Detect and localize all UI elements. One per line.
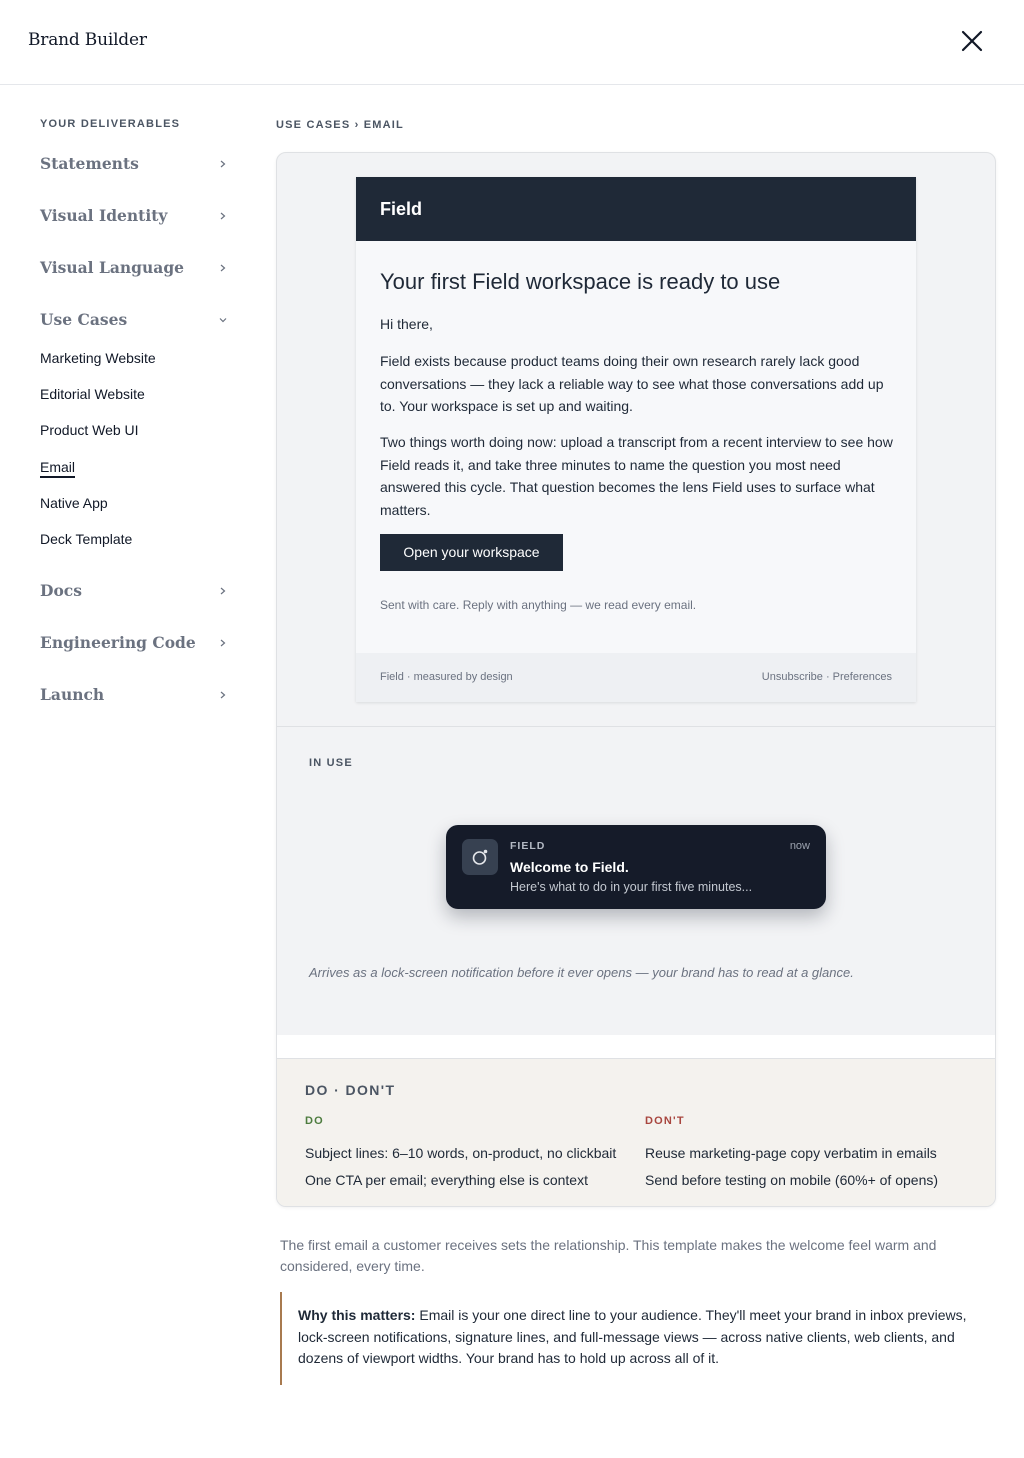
sidebar [40, 118, 240, 704]
lock-screen-notification[interactable] [446, 825, 826, 909]
do-dont-panel [277, 1059, 996, 1207]
close-icon [956, 26, 988, 58]
notification-body: Here's what to do in your first five minutes... [510, 880, 753, 894]
sidebar-heading: YOUR DELIVERABLES [40, 118, 181, 130]
sidebar-item-editorial-website[interactable]: Editorial Website [40, 386, 145, 402]
chevron-right-icon [216, 584, 230, 598]
email-brand: Field [380, 199, 423, 219]
sidebar-section-label: Statements [40, 154, 139, 173]
sidebar-section-label: Docs [40, 581, 82, 600]
email-title: Your first Field workspace is ready to use [380, 269, 781, 294]
do-dont-title: DO · DON'T [305, 1082, 396, 1098]
app-title: Brand Builder [28, 30, 147, 50]
sidebar-section-use-cases[interactable] [40, 308, 230, 332]
sidebar-section-visual-language[interactable] [40, 256, 230, 280]
dont-label: DON'T [645, 1115, 685, 1127]
notification-title: Welcome to Field. [510, 859, 629, 875]
sidebar-section-label: Use Cases [40, 310, 128, 329]
breadcrumb: USE CASES › EMAIL [276, 119, 404, 131]
why-text: Email is your one direct line to your audience. They'll meet your brand in inbox previews, lock-screen notifications, signature lines, and full-message views — across native clients, web clients, and dozens of viewport widths. Your brand has to hold up across all of it. [298, 1307, 967, 1366]
why-this-matters-callout [280, 1292, 996, 1385]
chevron-right-icon [216, 688, 230, 702]
sidebar-section-engineering-code[interactable] [40, 631, 230, 655]
sidebar-item-product-web-ui[interactable]: Product Web UI [40, 422, 139, 438]
email-header [356, 177, 916, 241]
field-logo-icon [462, 839, 498, 875]
email-paragraph: Field exists because product teams doing their own research rarely lack good conversations — they lack a reliable way to see what those conversations add up to. Your workspace is set up and waiting. [380, 353, 884, 414]
email-preview [356, 177, 916, 702]
chevron-down-icon [216, 313, 230, 327]
sidebar-section-label: Launch [40, 685, 105, 704]
chevron-right-icon [216, 157, 230, 171]
sidebar-section-statements[interactable] [40, 152, 230, 176]
app-icon [462, 839, 498, 875]
dont-item: Send before testing on mobile (60%+ of opens) [645, 1172, 939, 1188]
sidebar-item-email[interactable]: Email [40, 459, 75, 478]
do-item: One CTA per email; everything else is context [305, 1172, 588, 1188]
sidebar-item-native-app[interactable]: Native App [40, 495, 108, 511]
email-footer [356, 653, 916, 702]
why-label: Why this matters: [298, 1307, 416, 1323]
email-footer-links[interactable]: Unsubscribe · Preferences [761, 671, 892, 683]
sidebar-section-label: Visual Language [40, 258, 185, 277]
sidebar-section-launch[interactable] [40, 683, 230, 707]
top-bar [0, 0, 1024, 85]
use-case-card [276, 152, 996, 1207]
chevron-right-icon [216, 261, 230, 275]
notification-time: now [789, 840, 810, 852]
dont-item: Reuse marketing-page copy verbatim in emails [645, 1145, 937, 1161]
chevron-right-icon [216, 209, 230, 223]
email-greeting: Hi there, [380, 316, 433, 332]
sidebar-item-marketing-website[interactable]: Marketing Website [40, 350, 156, 366]
sidebar-section-label: Visual Identity [40, 206, 168, 225]
use-case-summary: The first email a customer receives sets the relationship. This template makes the welcome feel warm and considered, every time. [280, 1237, 937, 1274]
email-paragraph: Two things worth doing now: upload a transcript from a recent interview to see how Field reads it, and take three minutes to name the question you most need answered this cycle. That question becomes the lens Field uses to surface what matters. [380, 434, 893, 518]
email-footer-tagline: Field · measured by design [380, 671, 513, 683]
sidebar-item-deck-template[interactable]: Deck Template [40, 531, 133, 547]
sidebar-section-docs[interactable] [40, 579, 230, 603]
chevron-right-icon [216, 636, 230, 650]
in-use-label: IN USE [309, 757, 353, 769]
do-item: Subject lines: 6–10 words, on-product, no clickbait [305, 1145, 617, 1161]
notification-app-name: FIELD [510, 840, 546, 852]
in-use-caption: Arrives as a lock-screen notification before it ever opens — your brand has to read at a glance. [309, 965, 854, 980]
divider [277, 1035, 996, 1059]
open-workspace-button[interactable]: Open your workspace [380, 534, 563, 571]
divider [277, 726, 996, 727]
close-button[interactable] [956, 26, 988, 58]
sidebar-section-label: Engineering Code [40, 633, 196, 652]
do-label: DO [305, 1115, 324, 1127]
sidebar-section-visual-identity[interactable] [40, 204, 230, 228]
email-signoff: Sent with care. Reply with anything — we read every email. [380, 598, 697, 612]
